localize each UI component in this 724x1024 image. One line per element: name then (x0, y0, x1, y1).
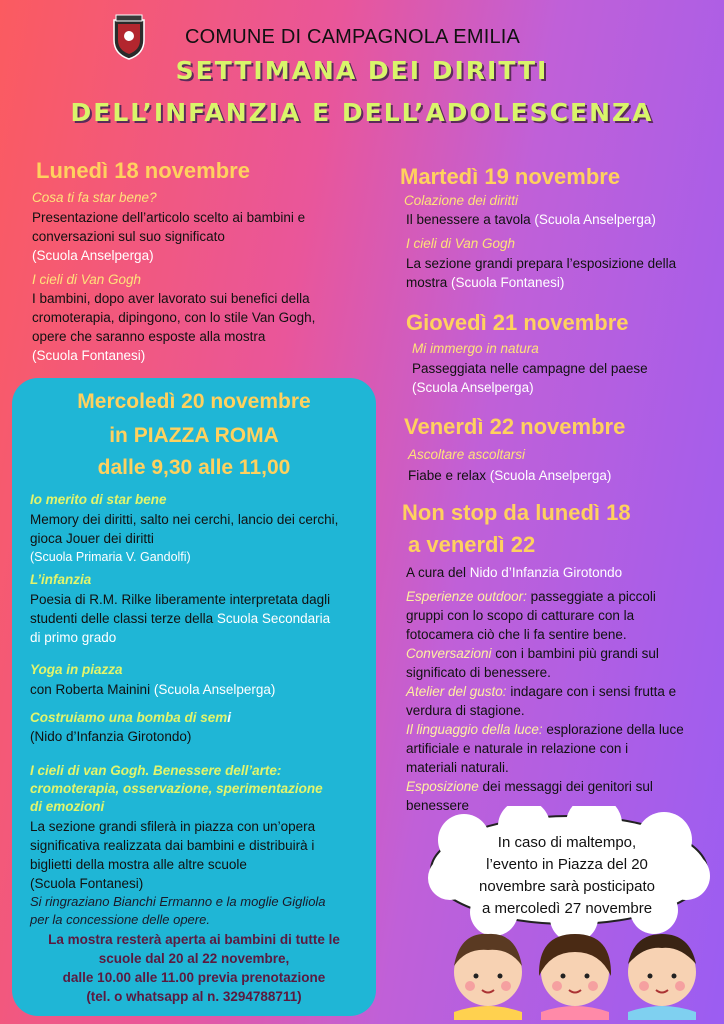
nonstop-organizer (406, 563, 716, 582)
monday-event-2-title: I cieli di Van Gogh (32, 272, 142, 287)
text-segment: studenti delle classi terze della (30, 611, 217, 626)
text-line: Passeggiata nelle campagne del paese (412, 361, 648, 376)
text-line: cromoterapia, dipingono, con lo stile Van Gogh, (32, 310, 316, 325)
monday-heading: Lunedì 18 novembre (36, 158, 250, 183)
tuesday-event-2-title: I cieli di Van Gogh (406, 236, 516, 251)
school-name: (Scuola Anselperga) (153, 682, 276, 697)
activity-label: Conversazioni (406, 646, 492, 661)
text-line: di emozioni (30, 799, 105, 814)
wednesday-heading: Mercoledì 20 novembre (77, 390, 311, 413)
wed-event-2-text (30, 590, 370, 647)
text-segment: i (227, 710, 232, 725)
wed-event-3-text (30, 680, 370, 699)
text-line: La mostra resterà aperta ai bambini di tutte le (48, 932, 340, 947)
text-line: l’evento in Piazza del 20 (486, 856, 648, 873)
text-line: Si ringraziano Bianchi Ermanno e la moglie Gigliola (30, 894, 326, 909)
wed-event-4-source: (Nido d’Infanzia Girotondo) (30, 729, 192, 744)
text-line: novembre sarà posticipato (479, 878, 655, 895)
text-line: Presentazione dell’articolo scelto ai bambini e (32, 210, 306, 225)
wednesday-location: in PIAZZA ROMA (109, 424, 279, 447)
text-segment: passeggiate a piccoli (526, 589, 656, 604)
tuesday-event-2-text (406, 254, 716, 292)
thursday-event-1-title: Mi immergo in natura (412, 341, 539, 356)
title-line-2: DELL’INFANZIA E DELL’ADOLESCENZA (70, 98, 654, 127)
text-line: verdura di stagione. (406, 703, 525, 718)
text-line: cromoterapia, osservazione, sperimentazione (30, 781, 323, 796)
school-name: di primo grado (30, 630, 117, 645)
monday-event-1-text (32, 208, 362, 265)
school-name: Nido d’Infanzia Girotondo (469, 565, 623, 580)
text-line: I bambini, dopo aver lavorato sui benefici della (32, 291, 310, 306)
wed-event-5-text (30, 817, 370, 893)
text-line: La sezione grandi prepara l’esposizione della (406, 256, 677, 271)
text-line: a mercoledì 27 novembre (481, 900, 653, 917)
activity-label: Esperienze outdoor: (406, 589, 527, 604)
text-line: dalle 10.00 alle 11.00 previa prenotazione (62, 970, 326, 985)
text-line (406, 777, 718, 796)
text-line: conversazioni sul suo significato (32, 229, 225, 244)
text-segment: Fiabe e relax (408, 468, 490, 483)
activity-label: Esposizione (406, 779, 479, 794)
wed-event-1-text (30, 510, 370, 567)
municipality-name: COMUNE DI CAMPAGNOLA EMILIA (185, 26, 521, 48)
text-line: biglietti della mostra alle altre scuole (30, 857, 247, 872)
text-line: scuole dal 20 al 22 novembre, (98, 951, 290, 966)
school-name: (Scuola Anselperga) (534, 212, 656, 227)
text-segment: mostra (406, 275, 452, 290)
tuesday-event-1-text (406, 210, 716, 229)
text-line: La sezione grandi sfilerà in piazza con un’opera (30, 819, 316, 834)
activity-label: Il linguaggio della luce: (406, 722, 543, 737)
wed-event-4-title (30, 710, 231, 725)
coat-of-arms-icon (108, 14, 150, 60)
text-line (406, 720, 718, 739)
text-line: Poesia di R.M. Rilke liberamente interpretata dagli (30, 592, 331, 607)
text-segment: con Roberta Mainini (30, 682, 154, 697)
text-line: In caso di maltempo, (497, 834, 637, 851)
school-name: (Scuola Anselperga) (412, 380, 534, 395)
text-segment: dei messaggi dei genitori sul (478, 779, 653, 794)
text-segment: Costruiamo una bomba di sem (30, 710, 228, 725)
text-segment: indagare con i sensi frutta e (506, 684, 677, 699)
text-line (406, 587, 718, 606)
thursday-event-1-text (412, 359, 712, 397)
school-name: (Scuola Fontanesi) (32, 348, 146, 363)
wed-event-2-title: L’infanzia (30, 572, 92, 587)
text-line: materiali naturali. (406, 760, 509, 775)
school-name: (Scuola Anselperga) (32, 248, 154, 263)
text-line: significato di benessere. (406, 665, 551, 680)
weather-notice (440, 832, 694, 920)
wed-event-5-title (30, 762, 323, 816)
friday-event-1-text (408, 466, 708, 485)
wed-event-3-title: Yoga in piazza (30, 662, 123, 677)
text-line: (tel. o whatsapp al n. 3294788711) (86, 989, 302, 1004)
school-name: (Scuola Primaria V. Gandolfi) (30, 550, 191, 564)
school-name: (Scuola Fontanesi) (451, 275, 565, 290)
text-segment: con i bambini più grandi sul (491, 646, 659, 661)
text-line (30, 609, 370, 628)
text-line: I cieli di van Gogh. Benessere dell’arte: (30, 763, 282, 778)
text-line: per la concessione delle opere. (30, 912, 210, 927)
nonstop-heading-2: a venerdì 22 (408, 532, 536, 557)
school-name: Scuola Secondaria (216, 611, 331, 626)
activity-label: Atelier del gusto: (406, 684, 507, 699)
text-line (406, 273, 716, 292)
text-line: benessere (406, 798, 470, 813)
friday-event-1-title: Ascoltare ascoltarsi (408, 447, 526, 462)
thursday-heading: Giovedì 21 novembre (406, 310, 629, 335)
wed-thanks-note (30, 893, 370, 929)
school-name: (Scuola Fontanesi) (30, 876, 144, 891)
wednesday-time: dalle 9,30 alle 11,00 (97, 456, 291, 479)
text-line (406, 644, 718, 663)
wed-event-1-title: Io merito di star bene (30, 492, 167, 507)
text-line: gruppi con lo scopo di catturare con la (406, 608, 635, 623)
school-name: (Scuola Anselperga) (489, 468, 612, 483)
text-segment: Il benessere a tavola (406, 212, 535, 227)
text-line: gioca Jouer dei diritti (30, 531, 154, 546)
tuesday-heading: Martedì 19 novembre (400, 164, 621, 189)
nonstop-heading: Non stop da lunedì 18 (402, 500, 631, 525)
monday-event-1-title: Cosa ti fa star bene? (32, 190, 157, 205)
text-line: fotocamera ciò che li fa sentire bene. (406, 627, 627, 642)
monday-event-2-text (32, 289, 362, 365)
exhibition-note (12, 930, 376, 1006)
friday-heading: Venerdì 22 novembre (404, 414, 626, 439)
text-line: artificiale e naturale in relazione con i (406, 741, 629, 756)
text-line: opere che saranno esposte alla mostra (32, 329, 266, 344)
text-line (406, 682, 718, 701)
tuesday-event-1-title: Colazione dei diritti (404, 193, 519, 208)
nonstop-activities (406, 587, 718, 815)
text-segment: A cura del (406, 565, 470, 580)
text-segment: esplorazione della luce (542, 722, 684, 737)
children-illustration-icon (440, 920, 710, 1020)
text-line: significativa realizzata dai bambini e distribuirà i (30, 838, 315, 853)
text-line: Memory dei diritti, salto nei cerchi, lancio dei cerchi, (30, 512, 339, 527)
title-line-1: SETTIMANA DEI DIRITTI (175, 56, 549, 85)
